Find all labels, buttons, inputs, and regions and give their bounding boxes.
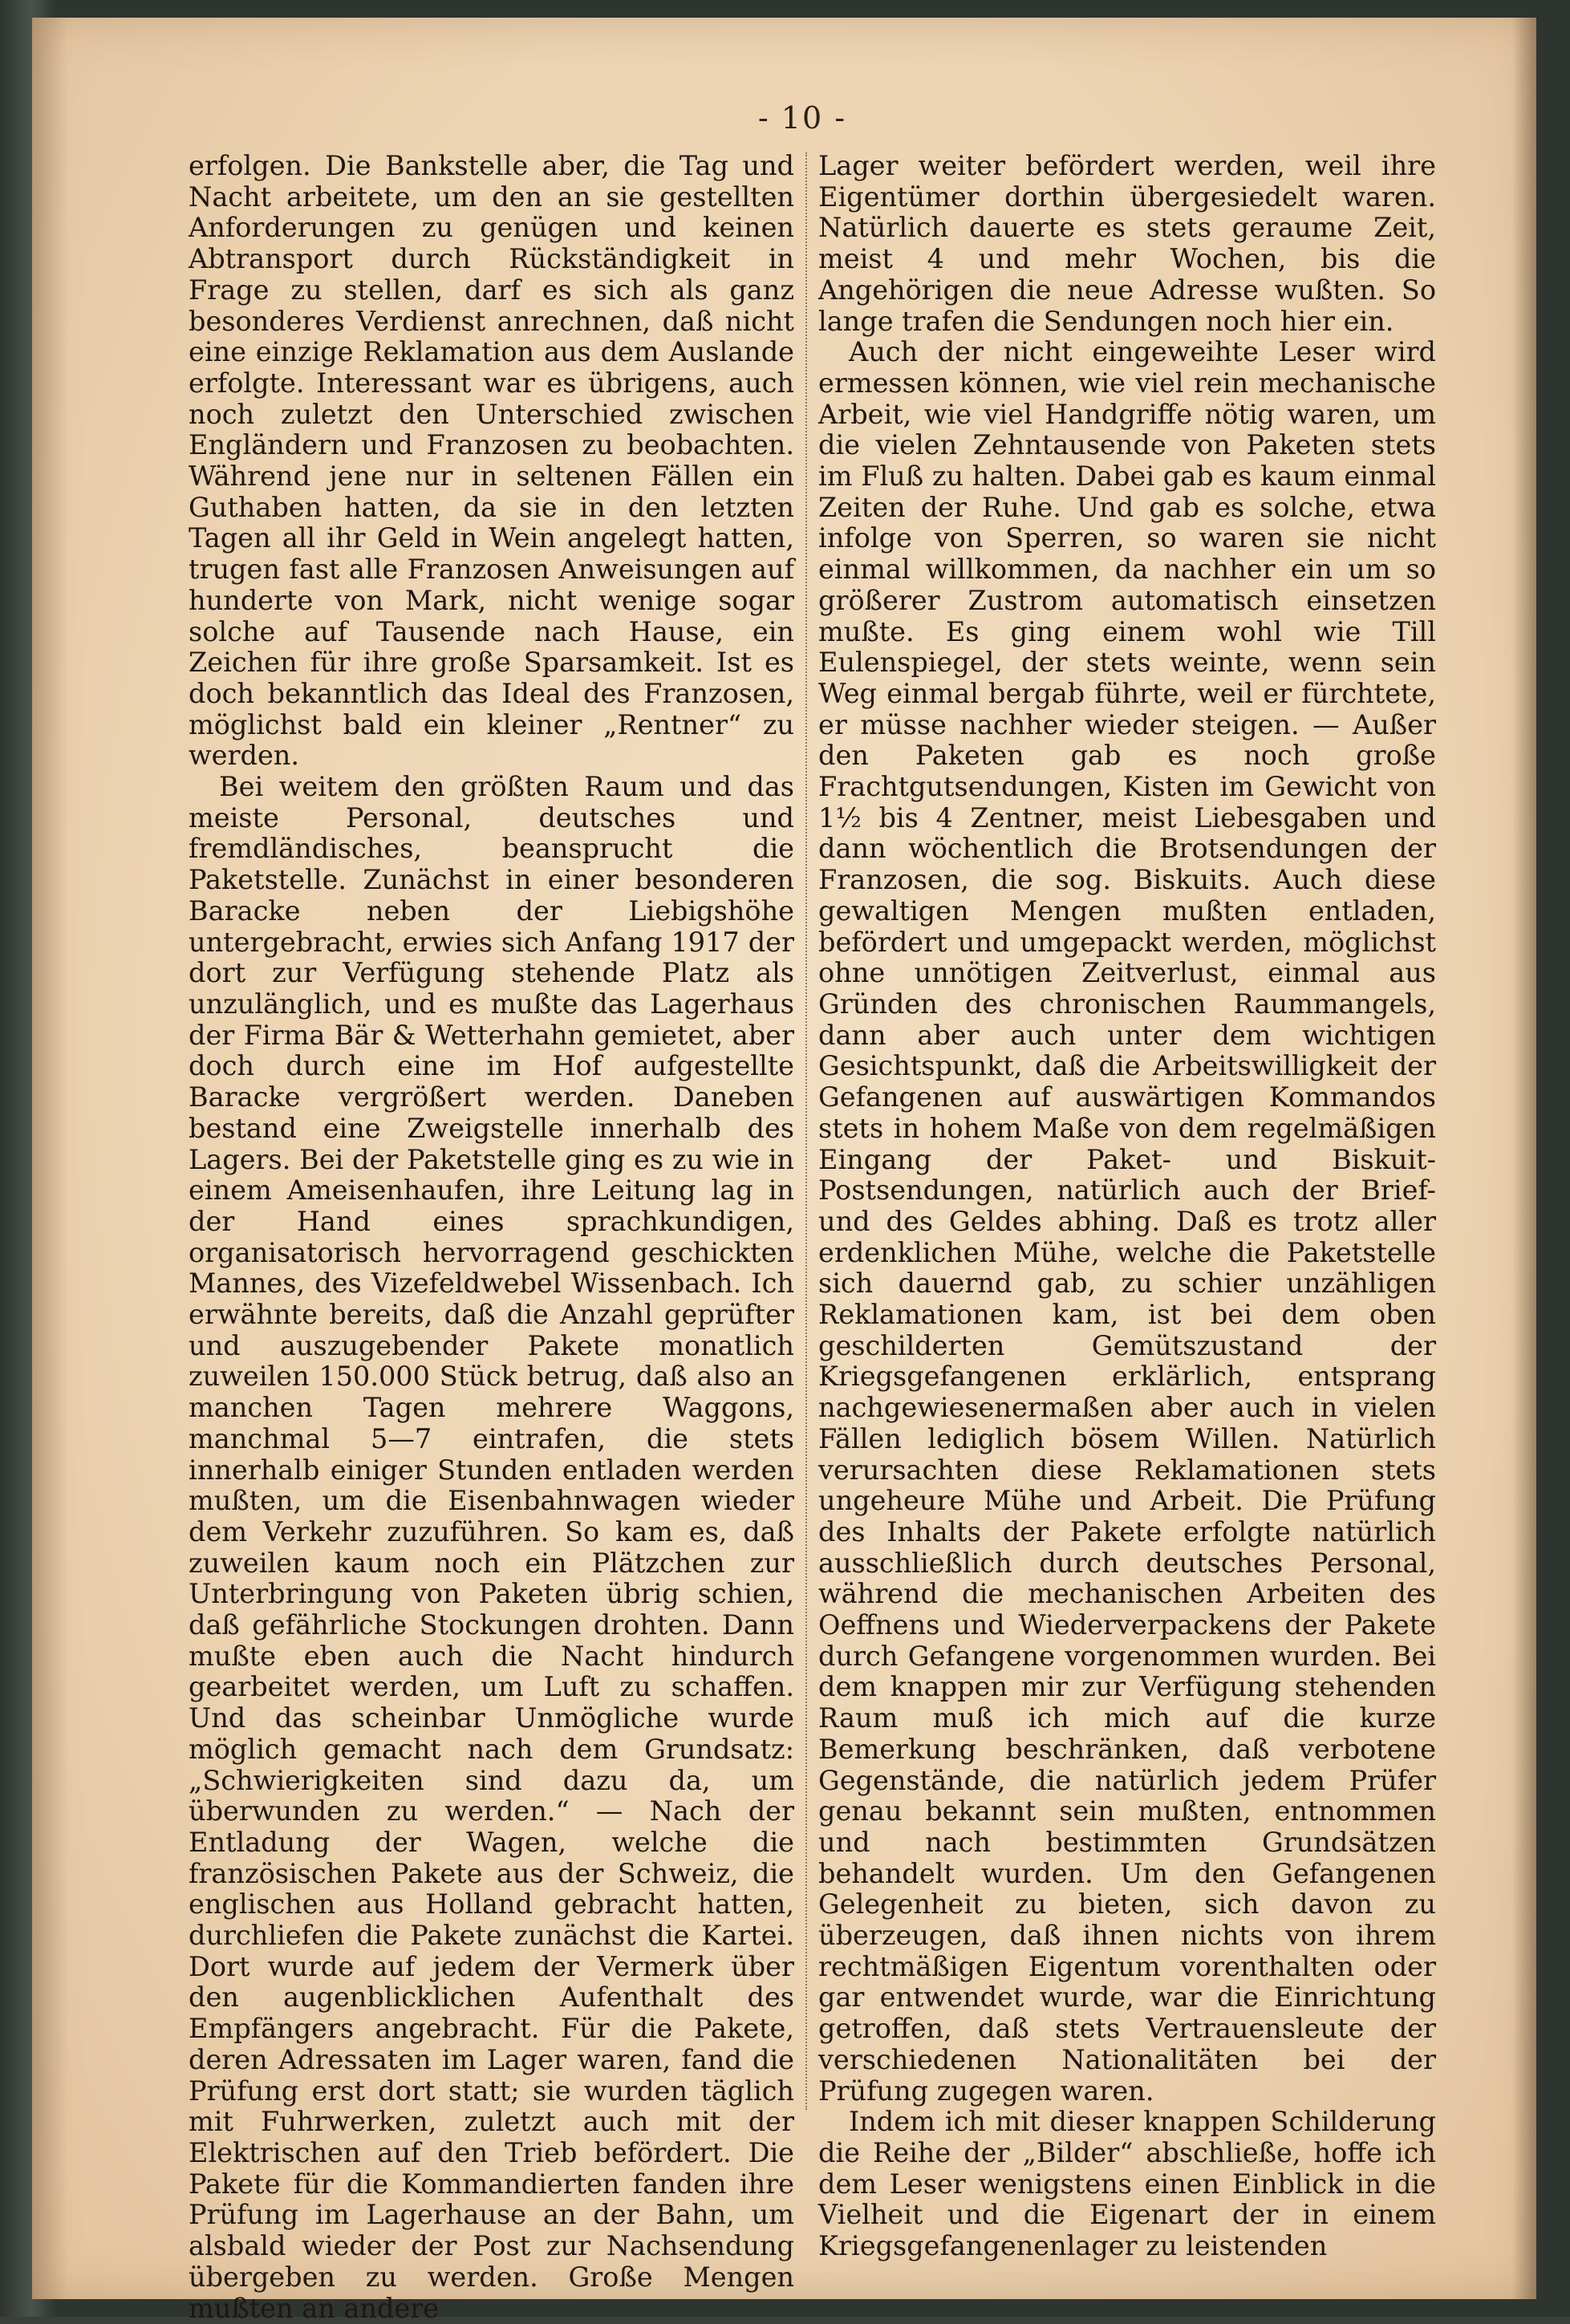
page-gutter-shadow [32,18,68,2299]
paragraph: Bei weitem den größten Raum und das meiste Personal, deutsches und fremdländisches, beansprucht die Paketstelle. Zunächst in einer besonderen Baracke neben der Liebigshöhe untergebracht, erwies sich Anfang 1917 der dort zur Verfügung stehende Platz als unzulänglich, und es mußte das Lagerhaus der Firma Bär & Wetterhahn gemietet, aber doch durch eine im Hof aufgestellte Baracke vergrößert werden. Daneben bestand eine Zweigstelle innerhalb des Lagers. Bei der Paketstelle ging es zu wie in einem Ameisenhaufen, ihre Leitung lag in der Hand eines sprachkundigen, organisatorisch hervorragend geschickten Mannes, des Vizefeldwebel Wissenbach. Ich erwähnte bereits, daß die Anzahl geprüfter und auszugebender Pakete monatlich zuweilen 150.000 Stück betrug, daß also an manchen Tagen mehrere Waggons, manchmal 5—7 eintrafen, die stets innerhalb einiger Stunden entladen werden mußten, um die Eisenbahnwagen wieder dem Verkehr zuzuführen. So kam es, daß zuweilen kaum noch ein Plätzchen zur Unterbringung von Paketen übrig schien, daß gefährliche Stockungen drohten. Dann mußte eben auch die Nacht hindurch gearbeitet werden, um Luft zu schaffen. Und das scheinbar Unmögliche wurde möglich gemacht nach dem Grundsatz: „Schwierigkeiten sind dazu da, um überwunden zu werden.“ — Nach der Entladung der Wagen, welche die französischen Pakete aus der Schweiz, die englischen aus Holland gebracht hatten, durchliefen die Pakete zunächst die Kartei. Dort wurde auf jedem der Vermerk über den augenblicklichen Aufenthalt des Empfängers angebracht. Für die Pakete, deren Adressaten im Lager waren, fand die Prüfung erst dort statt; sie wurden täglich mit Fuhrwerken, zuletzt auch mit der Elektrischen auf den Trieb befördert. Die Pakete für die Kommandierten fanden ihre Prüfung im Lagerhause an der Bahn, um alsbald wieder der Post zur Nachsendung übergeben zu werden. Große Mengen mußten an andere [189,771,794,2324]
paragraph: Indem ich mit dieser knappen Schilderung die Reihe der „Bilder“ abschließe, hoffe ich dem Leser wenigstens einen Einblick in die Vielheit und die Eigenart der in einem Kriegsgefangenenlager zu leistenden [818,2106,1436,2262]
paragraph: Auch der nicht eingeweihte Leser wird ermessen können, wie viel rein mechanische Arbeit, wie viel Handgriffe nötig waren, um die vielen Zehntausende von Paketen stets im Fluß zu halten. Dabei gab es kaum einmal Zeiten der Ruhe. Und gab es solche, etwa infolge von Sperren, so waren sie nicht einmal willkommen, da nachher ein um so größerer Zustrom automatisch einsetzen mußte. Es ging einem wohl wie Till Eulenspiegel, der stets weinte, wenn sein Weg einmal bergab führte, weil er fürchtete, er müsse nachher wieder steigen. — Außer den Paketen gab es noch große Frachtgutsendungen, Kisten im Gewicht von 1½ bis 4 Zentner, meist Liebesgaben und dann wöchentlich die Brotsendungen der Franzosen, die sog. Biskuits. Auch diese gewaltigen Mengen mußten entladen, befördert und umgepackt werden, möglichst ohne unnötigen Zeitverlust, einmal aus Gründen des chronischen Raummangels, dann aber auch unter dem wichtigen Gesichtspunkt, daß die Arbeitswilligkeit der Gefangenen auf auswärtigen Kommandos stets in hohem Maße von dem regelmäßigen Eingang der Paket- und Biskuit-Postsendungen, natürlich auch der Brief- und des Geldes abhing. Daß es trotz aller erdenklichen Mühe, welche die Paketstelle sich dauernd gab, zu schier unzähligen Reklamationen kam, ist bei dem oben geschilderten Gemütszustand der Kriegsgefangenen erklärlich, entsprang nachgewiesenermaßen aber auch in vielen Fällen lediglich bösem Willen. Natürlich verursachten diese Reklamationen stets ungeheure Mühe und Arbeit. Die Prüfung des Inhalts der Pakete erfolgte natürlich ausschließlich durch deutsches Personal, während die mechanischen Arbeiten des Oeffnens und Wiederverpackens der Pakete durch Gefangene vorgenommen wurden. Bei dem knappen mir zur Verfügung stehenden Raum muß ich mich auf die kurze Bemerkung beschränken, daß verbotene Gegenstände, die natürlich jedem Prüfer genau bekannt sein mußten, entnommen und nach bestimmten Grundsätzen behandelt wurden. Um den Gefangenen Gelegenheit zu bieten, sich davon zu überzeugen, daß ihnen nichts von ihrem rechtmäßigen Eigentum vorenthalten oder gar entwendet wurde, war die Einrichtung getroffen, daß stets Vertrauensleute der verschiedenen Nationalitäten bei der Prüfung zugegen waren. [818,336,1436,2107]
left-text-column [189,151,794,2324]
right-text-column [818,151,1436,2262]
paragraph: Lager weiter befördert werden, weil ihre Eigentümer dorthin übergesiedelt waren. Natürlich dauerte es stets geraume Zeit, meist 4 und mehr Wochen, bis die Angehörigen die neue Adresse wußten. So lange trafen die Sendungen noch hier ein. [818,150,1436,337]
column-divider [805,152,808,2110]
page-edge-shadow [1512,18,1536,2299]
page-number: - 10 - [757,100,847,136]
paragraph: erfolgen. Die Bankstelle aber, die Tag und Nacht arbeitete, um den an sie gestellten Anforderungen zu genügen und keinen Abtransport durch Rückständigkeit in Frage zu stellen, darf es sich als ganz besonderes Verdienst anrechnen, daß nicht eine einzige Reklamation aus dem Auslande erfolgte. Interessant war es übrigens, auch noch zuletzt den Unterschied zwischen Engländern und Franzosen zu beobachten. Während jene nur in seltenen Fällen ein Guthaben hatten, da sie in den letzten Tagen all ihr Geld in Wein angelegt hatten, trugen fast alle Franzosen Anweisungen auf hunderte von Mark, nicht wenige sogar solche auf Tausende nach Hause, ein Zeichen für ihre große Sparsamkeit. Ist es doch bekanntlich das Ideal des Franzosen, möglichst bald ein kleiner „Rentner“ zu werden. [189,150,794,772]
